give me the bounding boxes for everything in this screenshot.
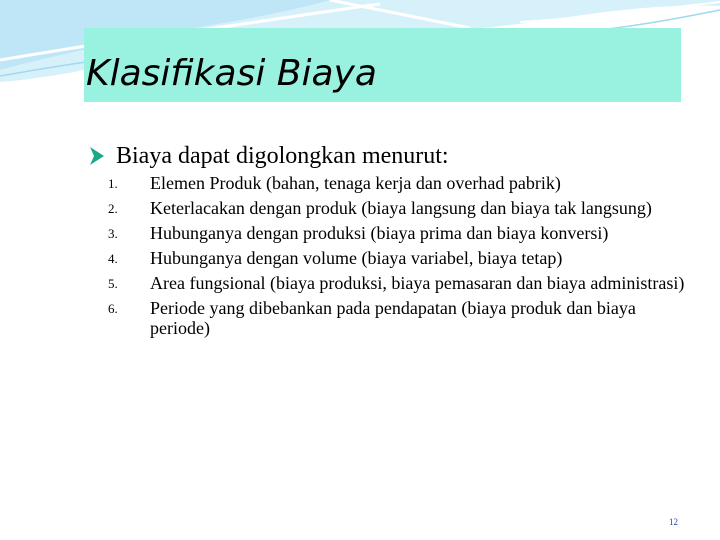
item-text: Periode yang dibebankan pada pendapatan (biaya produk dan biaya periode) xyxy=(150,298,636,338)
item-number: 2. xyxy=(108,201,118,216)
item-number: 4. xyxy=(108,251,118,266)
item-text: Keterlacakan dengan produk (biaya langsung dan biaya tak langsung) xyxy=(150,198,652,218)
arrow-bullet-icon xyxy=(88,146,106,166)
item-text: Hubunganya dengan volume (biaya variabel, biaya tetap) xyxy=(150,248,563,268)
item-number: 1. xyxy=(108,176,118,191)
page-number: 12 xyxy=(669,517,678,527)
lead-bullet xyxy=(88,141,449,171)
list-item xyxy=(108,273,693,294)
criteria-list xyxy=(108,173,693,342)
list-item xyxy=(108,248,693,269)
item-number: 3. xyxy=(108,226,118,241)
item-number: 5. xyxy=(108,276,118,291)
slide-title: Klasifikasi Biaya xyxy=(86,53,377,94)
item-text: Area fungsional (biaya produksi, biaya pemasaran dan biaya administrasi) xyxy=(150,273,685,293)
list-item xyxy=(108,223,693,244)
list-item xyxy=(108,198,693,219)
item-text: Elemen Produk (bahan, tenaga kerja dan overhad pabrik) xyxy=(150,173,561,193)
item-number: 6. xyxy=(108,301,118,316)
list-item xyxy=(108,173,693,194)
item-text: Hubunganya dengan produksi (biaya prima dan biaya konversi) xyxy=(150,223,609,243)
lead-text: Biaya dapat digolongkan menurut: xyxy=(116,143,449,169)
list-item xyxy=(108,298,693,338)
